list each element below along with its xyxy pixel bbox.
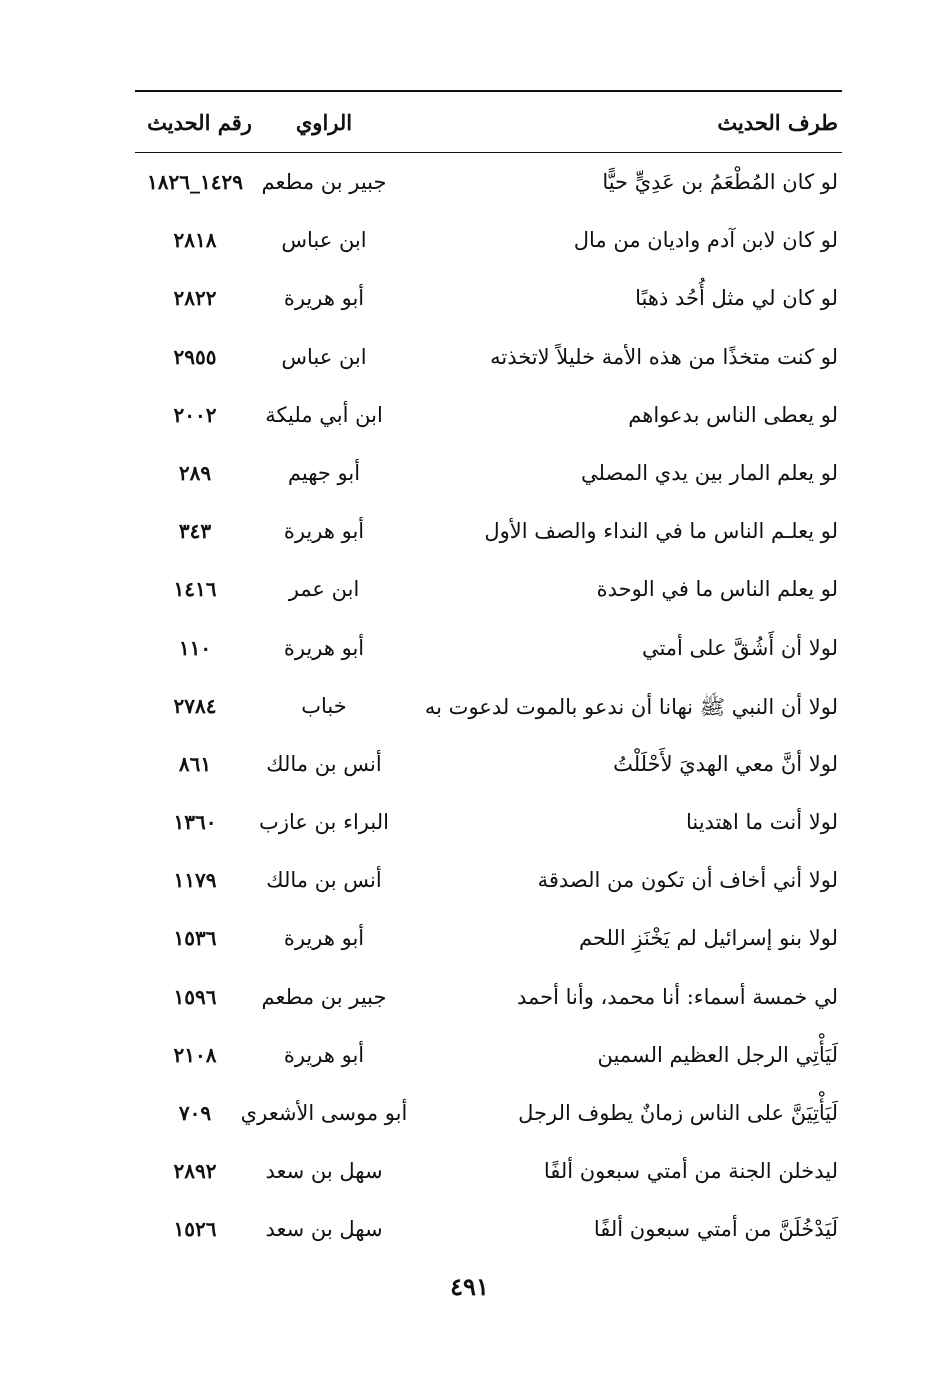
narrator-name: أبو هريرة — [283, 926, 365, 951]
hadith-text: لولا أن النبي ﷺ نهانا أن ندعو بالموت لدعوت به — [424, 694, 838, 719]
table-row — [135, 565, 842, 623]
table-row — [135, 1089, 842, 1147]
hadith-text: لَيَأْتِي الرجل العظيم السمين — [597, 1042, 838, 1067]
narrator-name: سهل بن سعد — [265, 1159, 383, 1184]
top-rule — [135, 90, 842, 92]
hadith-text: ليدخلن الجنة من أمتي سبعون ألفًا — [543, 1159, 838, 1184]
header-rule — [135, 152, 842, 153]
hadith-text: لو يعلم الناس ما في الوحدة — [596, 577, 838, 602]
hadith-number: ١٣٦٠ — [173, 810, 217, 835]
narrator-name: أبو هريرة — [283, 519, 365, 544]
table-header — [135, 100, 842, 148]
table-row — [135, 1205, 842, 1263]
table-body — [135, 158, 842, 1264]
hadith-number: ٢٨٩ — [178, 460, 212, 485]
hadith-number: ٣٤٣ — [178, 519, 212, 544]
narrator-name: ابن أبي مليكة — [265, 402, 383, 427]
narrator-name: أبو هريرة — [283, 1042, 365, 1067]
hadith-text: لي خمسة أسماء: أنا محمد، وأنا أحمد — [516, 984, 838, 1009]
hadith-number: ١٤١٦ — [173, 577, 217, 602]
table-row — [135, 914, 842, 972]
narrator-name: ابن عمر — [288, 577, 360, 602]
hadith-number: ٧٠٩ — [178, 1101, 212, 1125]
hadith-number: ٨٦١ — [178, 751, 212, 776]
narrator-name: أبو هريرة — [283, 635, 365, 660]
hadith-number: ٢٨١٨ — [173, 228, 217, 253]
hadith-number: ٢٩٥٥ — [173, 344, 217, 369]
hadith-number: ٢١٠٨ — [173, 1042, 217, 1067]
hadith-text: لولا أنت ما اهتدينا — [685, 810, 838, 835]
table-row — [135, 740, 842, 798]
narrator-name: جبير بن مطعم — [261, 170, 387, 194]
header-number: رقم الحديث — [147, 110, 252, 135]
table-row — [135, 1147, 842, 1205]
hadith-text: لولا أنَّ معي الهديَ لأَحْلَلْتُ — [613, 751, 838, 776]
narrator-name: أبو جهيم — [287, 460, 361, 485]
narrator-name: جبير بن مطعم — [261, 984, 387, 1009]
narrator-name: أبو موسى الأشعري — [240, 1101, 408, 1125]
table-row — [135, 216, 842, 274]
hadith-number: ٢٧٨٤ — [173, 693, 217, 718]
narrator-name: ابن عباس — [281, 344, 367, 369]
hadith-number: ١٥٩٦ — [173, 984, 217, 1009]
table-row — [135, 449, 842, 507]
table-row — [135, 973, 842, 1031]
table-row — [135, 333, 842, 391]
hadith-number: ١١٠ — [178, 635, 212, 660]
narrator-name: أنس بن مالك — [266, 751, 382, 776]
table-row — [135, 507, 842, 565]
hadith-text: لَيَدْخُلَنَّ من أمتي سبعون ألفًا — [593, 1217, 838, 1242]
table-row — [135, 624, 842, 682]
hadith-text: لو كنت متخذًا من هذه الأمة خليلاً لاتخذته — [490, 344, 838, 369]
table-row — [135, 158, 842, 216]
narrator-name: أنس بن مالك — [266, 868, 382, 893]
hadith-number: ٢٠٠٢ — [173, 402, 217, 427]
table-row — [135, 856, 842, 914]
table-row — [135, 682, 842, 740]
hadith-text: لو يعلم المار بين يدي المصلي — [581, 460, 838, 485]
hadith-text: لولا أن أَشُقَّ على أمتي — [641, 635, 838, 660]
hadith-text: لو يعلـم الناس ما في النداء والصف الأول — [484, 519, 838, 544]
narrator-name: سهل بن سعد — [265, 1217, 383, 1242]
hadith-number: ٢٨٢٢ — [173, 286, 217, 311]
hadith-number: ٢٨٩٢ — [173, 1159, 217, 1184]
hadith-text: لَيَأْتِيَنَّ على الناس زمانٌ يطوف الرجل — [518, 1101, 838, 1125]
hadith-text: لو كان لابن آدم واديان من مال — [573, 228, 838, 253]
narrator-name: خباب — [301, 693, 347, 718]
table-row — [135, 1031, 842, 1089]
narrator-name: أبو هريرة — [283, 286, 365, 311]
header-narrator: الراوي — [295, 110, 353, 135]
hadith-text: لولا بنو إسرائيل لم يَخْنَزِ اللحم — [579, 926, 838, 951]
hadith-text: لو كان المُطْعَمُ بن عَدِيٍّ حيًّا — [602, 170, 838, 194]
header-hadith: طرف الحديث — [717, 110, 838, 135]
table-row — [135, 391, 842, 449]
hadith-number: ١٥٢٦ — [173, 1217, 217, 1242]
table-row — [135, 798, 842, 856]
table-row — [135, 274, 842, 332]
narrator-name: ابن عباس — [281, 228, 367, 253]
hadith-number: ١٥٣٦ — [173, 926, 217, 951]
narrator-name: البراء بن عازب — [259, 810, 389, 835]
hadith-number: ١٤٢٩_١٨٢٦ — [147, 170, 243, 194]
hadith-text: لو يعطى الناس بدعواهم — [628, 402, 838, 427]
hadith-text: لولا أني أخاف أن تكون من الصدقة — [537, 868, 838, 893]
hadith-text: لو كان لي مثل أُحُد ذهبًا — [635, 286, 838, 311]
hadith-number: ١١٧٩ — [173, 868, 217, 893]
page-number: ٤٩١ — [450, 1272, 489, 1301]
